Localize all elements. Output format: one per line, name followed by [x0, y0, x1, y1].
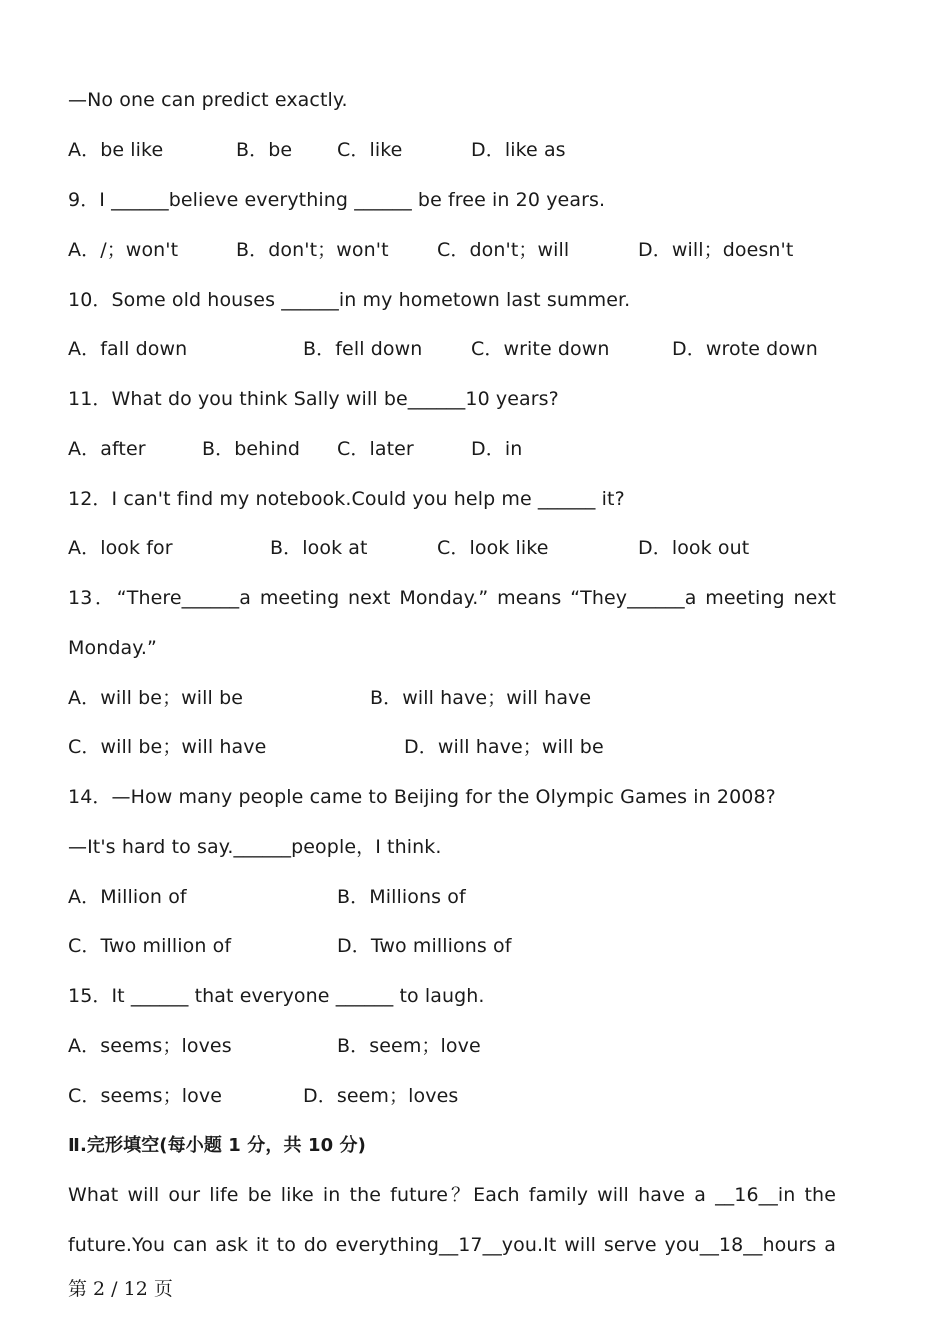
q11-option-c: C．later	[337, 438, 414, 460]
q13-option-c: C．will be；will have	[68, 736, 267, 758]
q8-option-d: D．like as	[471, 139, 566, 161]
q8-answer-line: —No one can predict exactly.	[68, 89, 348, 111]
q10-option-d: D．wrote down	[672, 338, 818, 360]
q13-question-line1: 13．“There______a meeting next Monday.” means “They______a meeting next	[68, 587, 836, 609]
q10-option-b: B．fell down	[303, 338, 423, 360]
q15-options-row2	[0, 1084, 950, 1108]
q15-options-row1	[0, 1034, 950, 1058]
q15-option-d: D．seem；loves	[303, 1085, 459, 1107]
q11-options	[0, 437, 950, 461]
q13-option-a: A．will be；will be	[68, 687, 244, 709]
q14-option-d: D．Two millions of	[337, 935, 512, 957]
q11-option-d: D．in	[471, 438, 523, 460]
passage-line-1: What will our life be like in the future？Each family will have a __16__in the	[68, 1184, 836, 1206]
q14-answer-line: —It's hard to say.______people，I think.	[68, 836, 442, 858]
q12-option-b: B．look at	[270, 537, 368, 559]
q15-question: 15．It ______ that everyone ______ to laugh.	[68, 985, 485, 1007]
q12-option-c: C．look like	[437, 537, 549, 559]
q10-option-c: C．write down	[471, 338, 610, 360]
q15-option-a: A．seems；loves	[68, 1035, 232, 1057]
q12-question: 12．I can't find my notebook.Could you help me ______ it?	[68, 488, 625, 510]
q9-option-a: A．/；won't	[68, 239, 179, 261]
q8-option-b: B．be	[236, 139, 293, 161]
q14-options-row1	[0, 885, 950, 909]
q11-question: 11．What do you think Sally will be______10 years?	[68, 388, 559, 410]
q13-option-d: D．will have；will be	[404, 736, 604, 758]
q13-option-b: B．will have；will have	[370, 687, 592, 709]
q10-option-a: A．fall down	[68, 338, 188, 360]
passage-line-2: future.You can ask it to do everything__17__you.It will serve you__18__hours a	[68, 1234, 836, 1256]
q8-option-a: A．be like	[68, 139, 164, 161]
q12-options	[0, 536, 950, 560]
q14-option-b: B．Millions of	[337, 886, 466, 908]
q14-question: 14．—How many people came to Beijing for the Olympic Games in 2008?	[68, 786, 776, 808]
q9-option-c: C．don't；will	[437, 239, 570, 261]
q11-option-a: A．after	[68, 438, 146, 460]
q9-question: 9．I ______believe everything ______ be free in 20 years.	[68, 189, 606, 211]
q12-option-a: A．look for	[68, 537, 173, 559]
q9-options	[0, 238, 950, 262]
q9-option-d: D．will；doesn't	[638, 239, 794, 261]
q10-options	[0, 337, 950, 361]
q10-question: 10．Some old houses ______in my hometown last summer.	[68, 289, 631, 311]
q8-options	[0, 138, 950, 162]
q14-option-c: C．Two million of	[68, 935, 232, 957]
q12-option-d: D．look out	[638, 537, 750, 559]
q8-option-c: C．like	[337, 139, 403, 161]
q9-option-b: B．don't；won't	[236, 239, 389, 261]
q13-question-line2: Monday.”	[68, 637, 157, 659]
page-number: 第 2 / 12 页	[68, 1278, 173, 1300]
q14-options-row2	[0, 934, 950, 958]
q14-option-a: A．Million of	[68, 886, 187, 908]
q15-option-b: B．seem；love	[337, 1035, 481, 1057]
q13-options-row2	[0, 735, 950, 759]
q13-options-row1	[0, 686, 950, 710]
q11-option-b: B．behind	[202, 438, 301, 460]
q15-option-c: C．seems；love	[68, 1085, 222, 1107]
section-heading-cloze: Ⅱ.完形填空(每小题 1 分，共 10 分)	[68, 1135, 366, 1156]
